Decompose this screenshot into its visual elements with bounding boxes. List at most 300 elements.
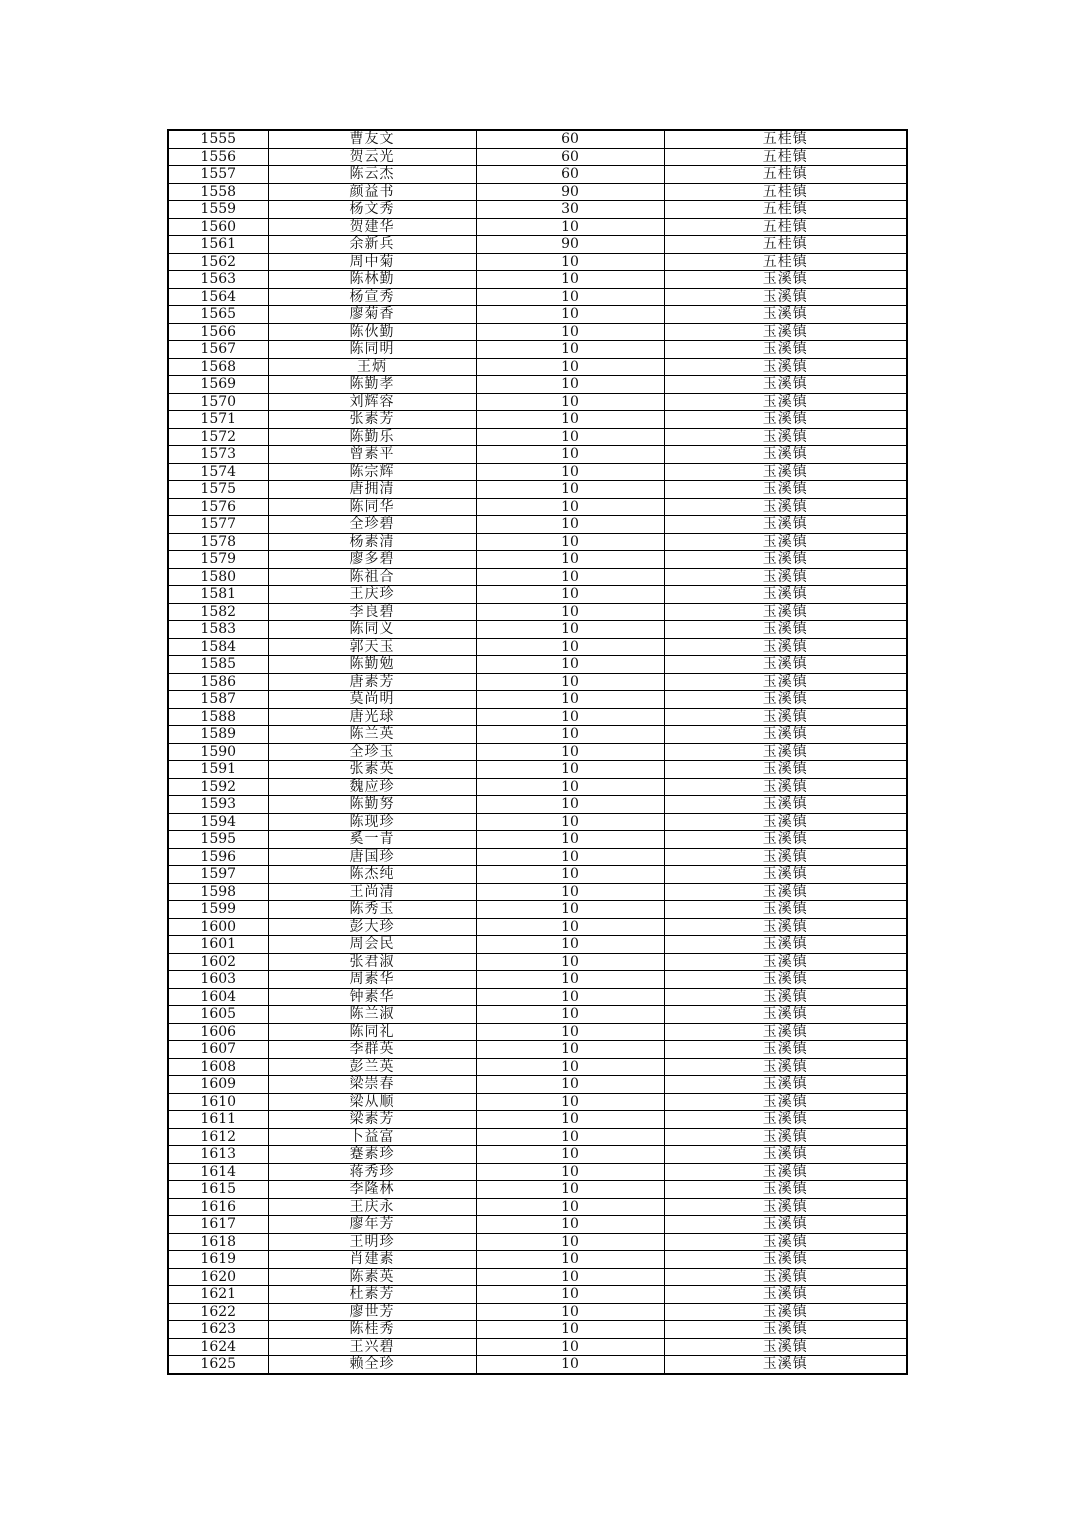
person-name-cell: 廖年芳 (268, 1216, 476, 1234)
amount-cell: 10 (476, 1268, 664, 1286)
amount-cell: 90 (476, 183, 664, 201)
person-name-cell: 张素英 (268, 761, 476, 779)
person-name-cell: 唐拥清 (268, 481, 476, 499)
amount-cell: 10 (476, 1321, 664, 1339)
town-cell: 五桂镇 (664, 201, 907, 219)
town-cell: 玉溪镇 (664, 568, 907, 586)
town-cell: 玉溪镇 (664, 446, 907, 464)
table-row (168, 1111, 907, 1129)
row-number-cell: 1567 (168, 341, 268, 359)
table-row (168, 130, 907, 148)
town-cell: 玉溪镇 (664, 936, 907, 954)
table-row (168, 1233, 907, 1251)
row-number-cell: 1588 (168, 708, 268, 726)
amount-cell: 10 (476, 376, 664, 394)
table-row (168, 971, 907, 989)
table-row (168, 1356, 907, 1374)
person-name-cell: 蒋秀珍 (268, 1163, 476, 1181)
row-number-cell: 1625 (168, 1356, 268, 1374)
amount-cell: 10 (476, 638, 664, 656)
amount-cell: 10 (476, 341, 664, 359)
amount-cell: 10 (476, 1146, 664, 1164)
town-cell: 玉溪镇 (664, 1058, 907, 1076)
amount-cell: 10 (476, 1233, 664, 1251)
amount-cell: 30 (476, 201, 664, 219)
row-number-cell: 1591 (168, 761, 268, 779)
amount-cell: 10 (476, 691, 664, 709)
row-number-cell: 1610 (168, 1093, 268, 1111)
person-name-cell: 王明珍 (268, 1233, 476, 1251)
table-row (168, 446, 907, 464)
table-row (168, 481, 907, 499)
amount-cell: 10 (476, 901, 664, 919)
table-row (168, 813, 907, 831)
amount-cell: 10 (476, 831, 664, 849)
row-number-cell: 1570 (168, 393, 268, 411)
person-name-cell: 全珍碧 (268, 516, 476, 534)
table-row (168, 1058, 907, 1076)
person-name-cell: 王炳 (268, 358, 476, 376)
amount-cell: 10 (476, 1356, 664, 1374)
town-cell: 玉溪镇 (664, 726, 907, 744)
table-row (168, 148, 907, 166)
amount-cell: 10 (476, 288, 664, 306)
amount-cell: 10 (476, 813, 664, 831)
town-cell: 玉溪镇 (664, 813, 907, 831)
amount-cell: 10 (476, 1181, 664, 1199)
row-number-cell: 1558 (168, 183, 268, 201)
table-row (168, 1181, 907, 1199)
person-name-cell: 王尚清 (268, 883, 476, 901)
amount-cell: 10 (476, 446, 664, 464)
person-name-cell: 蹇素珍 (268, 1146, 476, 1164)
person-name-cell: 刘辉容 (268, 393, 476, 411)
row-number-cell: 1569 (168, 376, 268, 394)
town-cell: 玉溪镇 (664, 1321, 907, 1339)
town-cell: 玉溪镇 (664, 586, 907, 604)
person-name-cell: 廖多碧 (268, 551, 476, 569)
row-number-cell: 1604 (168, 988, 268, 1006)
table-row (168, 1093, 907, 1111)
amount-cell: 10 (476, 1041, 664, 1059)
town-cell: 五桂镇 (664, 166, 907, 184)
town-cell: 玉溪镇 (664, 428, 907, 446)
person-name-cell: 王庆永 (268, 1198, 476, 1216)
town-cell: 玉溪镇 (664, 393, 907, 411)
town-cell: 玉溪镇 (664, 411, 907, 429)
table-row (168, 1321, 907, 1339)
row-number-cell: 1611 (168, 1111, 268, 1129)
person-name-cell: 陈云杰 (268, 166, 476, 184)
table-row (168, 1023, 907, 1041)
person-name-cell: 陈同礼 (268, 1023, 476, 1041)
table-row (168, 306, 907, 324)
amount-cell: 10 (476, 218, 664, 236)
person-name-cell: 贺建华 (268, 218, 476, 236)
table-row (168, 516, 907, 534)
row-number-cell: 1607 (168, 1041, 268, 1059)
table-row (168, 568, 907, 586)
town-cell: 玉溪镇 (664, 1303, 907, 1321)
row-number-cell: 1575 (168, 481, 268, 499)
amount-cell: 10 (476, 586, 664, 604)
table-row (168, 866, 907, 884)
amount-cell: 10 (476, 743, 664, 761)
town-cell: 玉溪镇 (664, 743, 907, 761)
amount-cell: 10 (476, 953, 664, 971)
town-cell: 玉溪镇 (664, 1338, 907, 1356)
amount-cell: 10 (476, 1111, 664, 1129)
person-name-cell: 陈祖合 (268, 568, 476, 586)
row-number-cell: 1608 (168, 1058, 268, 1076)
table-row (168, 726, 907, 744)
table-row (168, 341, 907, 359)
roster-table-body (168, 130, 907, 1374)
row-number-cell: 1616 (168, 1198, 268, 1216)
amount-cell: 10 (476, 866, 664, 884)
table-row (168, 218, 907, 236)
town-cell: 玉溪镇 (664, 341, 907, 359)
row-number-cell: 1596 (168, 848, 268, 866)
person-name-cell: 梁素芳 (268, 1111, 476, 1129)
person-name-cell: 廖菊香 (268, 306, 476, 324)
table-row (168, 656, 907, 674)
town-cell: 玉溪镇 (664, 533, 907, 551)
amount-cell: 10 (476, 516, 664, 534)
row-number-cell: 1583 (168, 621, 268, 639)
table-row (168, 428, 907, 446)
person-name-cell: 周中菊 (268, 253, 476, 271)
row-number-cell: 1584 (168, 638, 268, 656)
amount-cell: 10 (476, 726, 664, 744)
row-number-cell: 1619 (168, 1251, 268, 1269)
person-name-cell: 陈勤乐 (268, 428, 476, 446)
row-number-cell: 1593 (168, 796, 268, 814)
person-name-cell: 李良碧 (268, 603, 476, 621)
person-name-cell: 彭兰英 (268, 1058, 476, 1076)
amount-cell: 10 (476, 796, 664, 814)
amount-cell: 10 (476, 621, 664, 639)
town-cell: 玉溪镇 (664, 481, 907, 499)
row-number-cell: 1602 (168, 953, 268, 971)
person-name-cell: 张素芳 (268, 411, 476, 429)
table-row (168, 358, 907, 376)
person-name-cell: 陈素英 (268, 1268, 476, 1286)
town-cell: 玉溪镇 (664, 271, 907, 289)
town-cell: 玉溪镇 (664, 621, 907, 639)
row-number-cell: 1621 (168, 1286, 268, 1304)
row-number-cell: 1586 (168, 673, 268, 691)
table-row (168, 1006, 907, 1024)
row-number-cell: 1603 (168, 971, 268, 989)
table-row (168, 603, 907, 621)
table-row (168, 831, 907, 849)
table-row (168, 953, 907, 971)
row-number-cell: 1609 (168, 1076, 268, 1094)
town-cell: 玉溪镇 (664, 796, 907, 814)
table-row (168, 901, 907, 919)
table-row (168, 638, 907, 656)
amount-cell: 10 (476, 708, 664, 726)
town-cell: 玉溪镇 (664, 1233, 907, 1251)
person-name-cell: 卜益富 (268, 1128, 476, 1146)
row-number-cell: 1559 (168, 201, 268, 219)
town-cell: 玉溪镇 (664, 1128, 907, 1146)
table-row (168, 271, 907, 289)
row-number-cell: 1622 (168, 1303, 268, 1321)
town-cell: 玉溪镇 (664, 498, 907, 516)
person-name-cell: 奚一青 (268, 831, 476, 849)
person-name-cell: 杜素芳 (268, 1286, 476, 1304)
row-number-cell: 1580 (168, 568, 268, 586)
table-row (168, 183, 907, 201)
town-cell: 玉溪镇 (664, 708, 907, 726)
row-number-cell: 1581 (168, 586, 268, 604)
amount-cell: 60 (476, 166, 664, 184)
town-cell: 玉溪镇 (664, 1076, 907, 1094)
table-row (168, 1286, 907, 1304)
town-cell: 玉溪镇 (664, 918, 907, 936)
person-name-cell: 莫尚明 (268, 691, 476, 709)
table-row (168, 918, 907, 936)
row-number-cell: 1599 (168, 901, 268, 919)
town-cell: 玉溪镇 (664, 1181, 907, 1199)
town-cell: 玉溪镇 (664, 1163, 907, 1181)
table-row (168, 498, 907, 516)
row-number-cell: 1578 (168, 533, 268, 551)
amount-cell: 10 (476, 918, 664, 936)
amount-cell: 10 (476, 988, 664, 1006)
row-number-cell: 1585 (168, 656, 268, 674)
table-row (168, 533, 907, 551)
town-cell: 玉溪镇 (664, 1146, 907, 1164)
table-row (168, 288, 907, 306)
table-row (168, 708, 907, 726)
row-number-cell: 1561 (168, 236, 268, 254)
amount-cell: 10 (476, 1023, 664, 1041)
amount-cell: 10 (476, 1163, 664, 1181)
table-row (168, 1268, 907, 1286)
table-row (168, 411, 907, 429)
town-cell: 玉溪镇 (664, 953, 907, 971)
amount-cell: 10 (476, 411, 664, 429)
town-cell: 玉溪镇 (664, 1286, 907, 1304)
row-number-cell: 1576 (168, 498, 268, 516)
row-number-cell: 1565 (168, 306, 268, 324)
town-cell: 五桂镇 (664, 253, 907, 271)
amount-cell: 10 (476, 1286, 664, 1304)
roster-table (167, 129, 908, 1375)
town-cell: 玉溪镇 (664, 883, 907, 901)
table-row (168, 988, 907, 1006)
table-row (168, 1198, 907, 1216)
row-number-cell: 1560 (168, 218, 268, 236)
amount-cell: 10 (476, 603, 664, 621)
table-row (168, 1338, 907, 1356)
amount-cell: 10 (476, 1093, 664, 1111)
amount-cell: 10 (476, 656, 664, 674)
person-name-cell: 唐光球 (268, 708, 476, 726)
table-row (168, 253, 907, 271)
person-name-cell: 陈同明 (268, 341, 476, 359)
amount-cell: 10 (476, 323, 664, 341)
table-row (168, 778, 907, 796)
town-cell: 玉溪镇 (664, 638, 907, 656)
amount-cell: 10 (476, 883, 664, 901)
town-cell: 玉溪镇 (664, 988, 907, 1006)
person-name-cell: 颜益书 (268, 183, 476, 201)
row-number-cell: 1594 (168, 813, 268, 831)
amount-cell: 10 (476, 568, 664, 586)
amount-cell: 10 (476, 848, 664, 866)
amount-cell: 10 (476, 498, 664, 516)
town-cell: 玉溪镇 (664, 1093, 907, 1111)
town-cell: 玉溪镇 (664, 603, 907, 621)
town-cell: 玉溪镇 (664, 1356, 907, 1374)
town-cell: 玉溪镇 (664, 288, 907, 306)
row-number-cell: 1572 (168, 428, 268, 446)
amount-cell: 10 (476, 271, 664, 289)
row-number-cell: 1617 (168, 1216, 268, 1234)
person-name-cell: 陈同义 (268, 621, 476, 639)
person-name-cell: 陈现珍 (268, 813, 476, 831)
town-cell: 玉溪镇 (664, 901, 907, 919)
amount-cell: 10 (476, 1128, 664, 1146)
table-row (168, 621, 907, 639)
row-number-cell: 1612 (168, 1128, 268, 1146)
town-cell: 五桂镇 (664, 130, 907, 148)
town-cell: 五桂镇 (664, 236, 907, 254)
person-name-cell: 杨文秀 (268, 201, 476, 219)
row-number-cell: 1562 (168, 253, 268, 271)
person-name-cell: 钟素华 (268, 988, 476, 1006)
person-name-cell: 曹友文 (268, 130, 476, 148)
amount-cell: 10 (476, 358, 664, 376)
person-name-cell: 全珍玉 (268, 743, 476, 761)
amount-cell: 10 (476, 1006, 664, 1024)
person-name-cell: 梁从顺 (268, 1093, 476, 1111)
town-cell: 五桂镇 (664, 183, 907, 201)
amount-cell: 10 (476, 551, 664, 569)
row-number-cell: 1563 (168, 271, 268, 289)
row-number-cell: 1620 (168, 1268, 268, 1286)
table-row (168, 691, 907, 709)
town-cell: 玉溪镇 (664, 516, 907, 534)
amount-cell: 10 (476, 778, 664, 796)
amount-cell: 60 (476, 130, 664, 148)
table-row (168, 376, 907, 394)
amount-cell: 10 (476, 936, 664, 954)
table-row (168, 166, 907, 184)
person-name-cell: 周会民 (268, 936, 476, 954)
person-name-cell: 陈同华 (268, 498, 476, 516)
table-row (168, 1146, 907, 1164)
person-name-cell: 郭天玉 (268, 638, 476, 656)
amount-cell: 10 (476, 1338, 664, 1356)
row-number-cell: 1574 (168, 463, 268, 481)
person-name-cell: 曾素平 (268, 446, 476, 464)
person-name-cell: 廖世芳 (268, 1303, 476, 1321)
person-name-cell: 梁崇春 (268, 1076, 476, 1094)
row-number-cell: 1582 (168, 603, 268, 621)
row-number-cell: 1592 (168, 778, 268, 796)
row-number-cell: 1624 (168, 1338, 268, 1356)
table-row (168, 1251, 907, 1269)
row-number-cell: 1589 (168, 726, 268, 744)
table-row (168, 1076, 907, 1094)
town-cell: 玉溪镇 (664, 1111, 907, 1129)
amount-cell: 10 (476, 1303, 664, 1321)
table-row (168, 323, 907, 341)
town-cell: 玉溪镇 (664, 656, 907, 674)
person-name-cell: 陈伙勤 (268, 323, 476, 341)
amount-cell: 10 (476, 1058, 664, 1076)
row-number-cell: 1556 (168, 148, 268, 166)
amount-cell: 10 (476, 1251, 664, 1269)
town-cell: 玉溪镇 (664, 323, 907, 341)
table-row (168, 1163, 907, 1181)
town-cell: 玉溪镇 (664, 463, 907, 481)
person-name-cell: 贺云光 (268, 148, 476, 166)
amount-cell: 10 (476, 1198, 664, 1216)
row-number-cell: 1614 (168, 1163, 268, 1181)
row-number-cell: 1600 (168, 918, 268, 936)
table-row (168, 936, 907, 954)
table-row (168, 743, 907, 761)
table-row (168, 673, 907, 691)
person-name-cell: 陈勤孝 (268, 376, 476, 394)
amount-cell: 90 (476, 236, 664, 254)
table-row (168, 1041, 907, 1059)
person-name-cell: 赖全珍 (268, 1356, 476, 1374)
town-cell: 玉溪镇 (664, 376, 907, 394)
person-name-cell: 李群英 (268, 1041, 476, 1059)
table-row (168, 586, 907, 604)
town-cell: 玉溪镇 (664, 358, 907, 376)
person-name-cell: 陈宗辉 (268, 463, 476, 481)
person-name-cell: 王庆珍 (268, 586, 476, 604)
amount-cell: 10 (476, 428, 664, 446)
amount-cell: 10 (476, 463, 664, 481)
amount-cell: 10 (476, 306, 664, 324)
table-row (168, 393, 907, 411)
amount-cell: 10 (476, 971, 664, 989)
table-row (168, 796, 907, 814)
person-name-cell: 肖建素 (268, 1251, 476, 1269)
row-number-cell: 1566 (168, 323, 268, 341)
row-number-cell: 1615 (168, 1181, 268, 1199)
town-cell: 玉溪镇 (664, 306, 907, 324)
table-row (168, 236, 907, 254)
row-number-cell: 1595 (168, 831, 268, 849)
table-row (168, 551, 907, 569)
town-cell: 玉溪镇 (664, 1268, 907, 1286)
table-row (168, 761, 907, 779)
table-row (168, 883, 907, 901)
person-name-cell: 陈兰英 (268, 726, 476, 744)
row-number-cell: 1618 (168, 1233, 268, 1251)
row-number-cell: 1606 (168, 1023, 268, 1041)
town-cell: 玉溪镇 (664, 1216, 907, 1234)
row-number-cell: 1579 (168, 551, 268, 569)
town-cell: 玉溪镇 (664, 831, 907, 849)
row-number-cell: 1590 (168, 743, 268, 761)
person-name-cell: 王兴碧 (268, 1338, 476, 1356)
row-number-cell: 1601 (168, 936, 268, 954)
amount-cell: 10 (476, 1076, 664, 1094)
table-row (168, 201, 907, 219)
row-number-cell: 1613 (168, 1146, 268, 1164)
